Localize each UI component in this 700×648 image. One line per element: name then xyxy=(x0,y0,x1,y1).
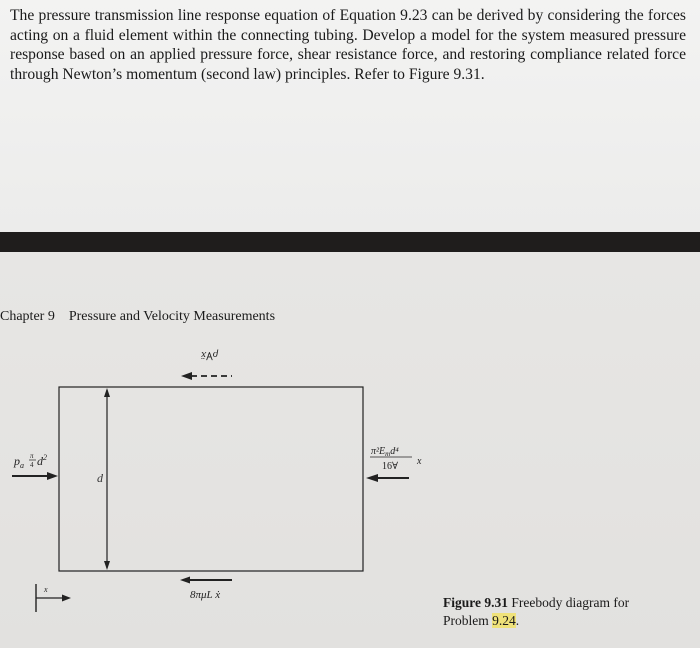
compliance-force-x: x xyxy=(417,456,422,467)
pressure-force-frac-den: 4 xyxy=(30,461,34,469)
problem-reference: 9.24 xyxy=(492,613,516,628)
page-divider-band xyxy=(0,232,700,252)
diameter-arrowhead-bottom xyxy=(104,561,110,570)
chapter-header xyxy=(0,309,275,325)
problem-panel xyxy=(0,0,700,232)
figure-label: Figure 9.31 xyxy=(443,595,508,610)
chapter-title: Pressure and Velocity Measurements xyxy=(68,309,276,324)
shear-force-label: 8πμL ẋ xyxy=(190,589,221,601)
pressure-force-d: $d^2$ xyxy=(37,453,47,468)
problem-statement: The pressure transmission line response equation of Equation 9.23 can be derived by considering the forces acting on a fluid element within the connecting tubing. Develop a model for the system measured pressure response based on an applied pressure force, shear resistance force, and restoring compliance related force through Newton’s momentum (second law) principles. Refer to Figure 9.31. xyxy=(10,7,686,83)
diameter-label: d xyxy=(97,471,103,485)
chapter-number: Chapter 9 xyxy=(0,309,55,324)
compliance-force-arrowhead xyxy=(366,474,378,482)
figure-caption-text: Freebody diagram for xyxy=(508,595,630,610)
inertia-force-label: ρ∀ẍ xyxy=(201,349,218,361)
inertia-force-arrowhead xyxy=(181,372,192,380)
pressure-force-p: $p_a$ xyxy=(14,454,24,470)
figure-caption xyxy=(443,594,629,630)
diameter-arrowhead-top xyxy=(104,388,110,397)
fluid-element-box xyxy=(59,387,363,571)
pressure-force-arrowhead xyxy=(47,472,58,480)
axis-arrowhead xyxy=(62,595,71,602)
shear-force-arrowhead xyxy=(180,577,190,584)
problem-suffix: . xyxy=(515,613,520,628)
axis-label: x xyxy=(44,585,48,594)
compliance-force-denominator: 16∀ xyxy=(382,461,399,472)
pressure-force-frac-num: π xyxy=(30,452,34,460)
problem-prefix: Problem xyxy=(443,613,493,628)
compliance-force-numerator: $\pi^2E_md^4$ xyxy=(371,446,399,458)
